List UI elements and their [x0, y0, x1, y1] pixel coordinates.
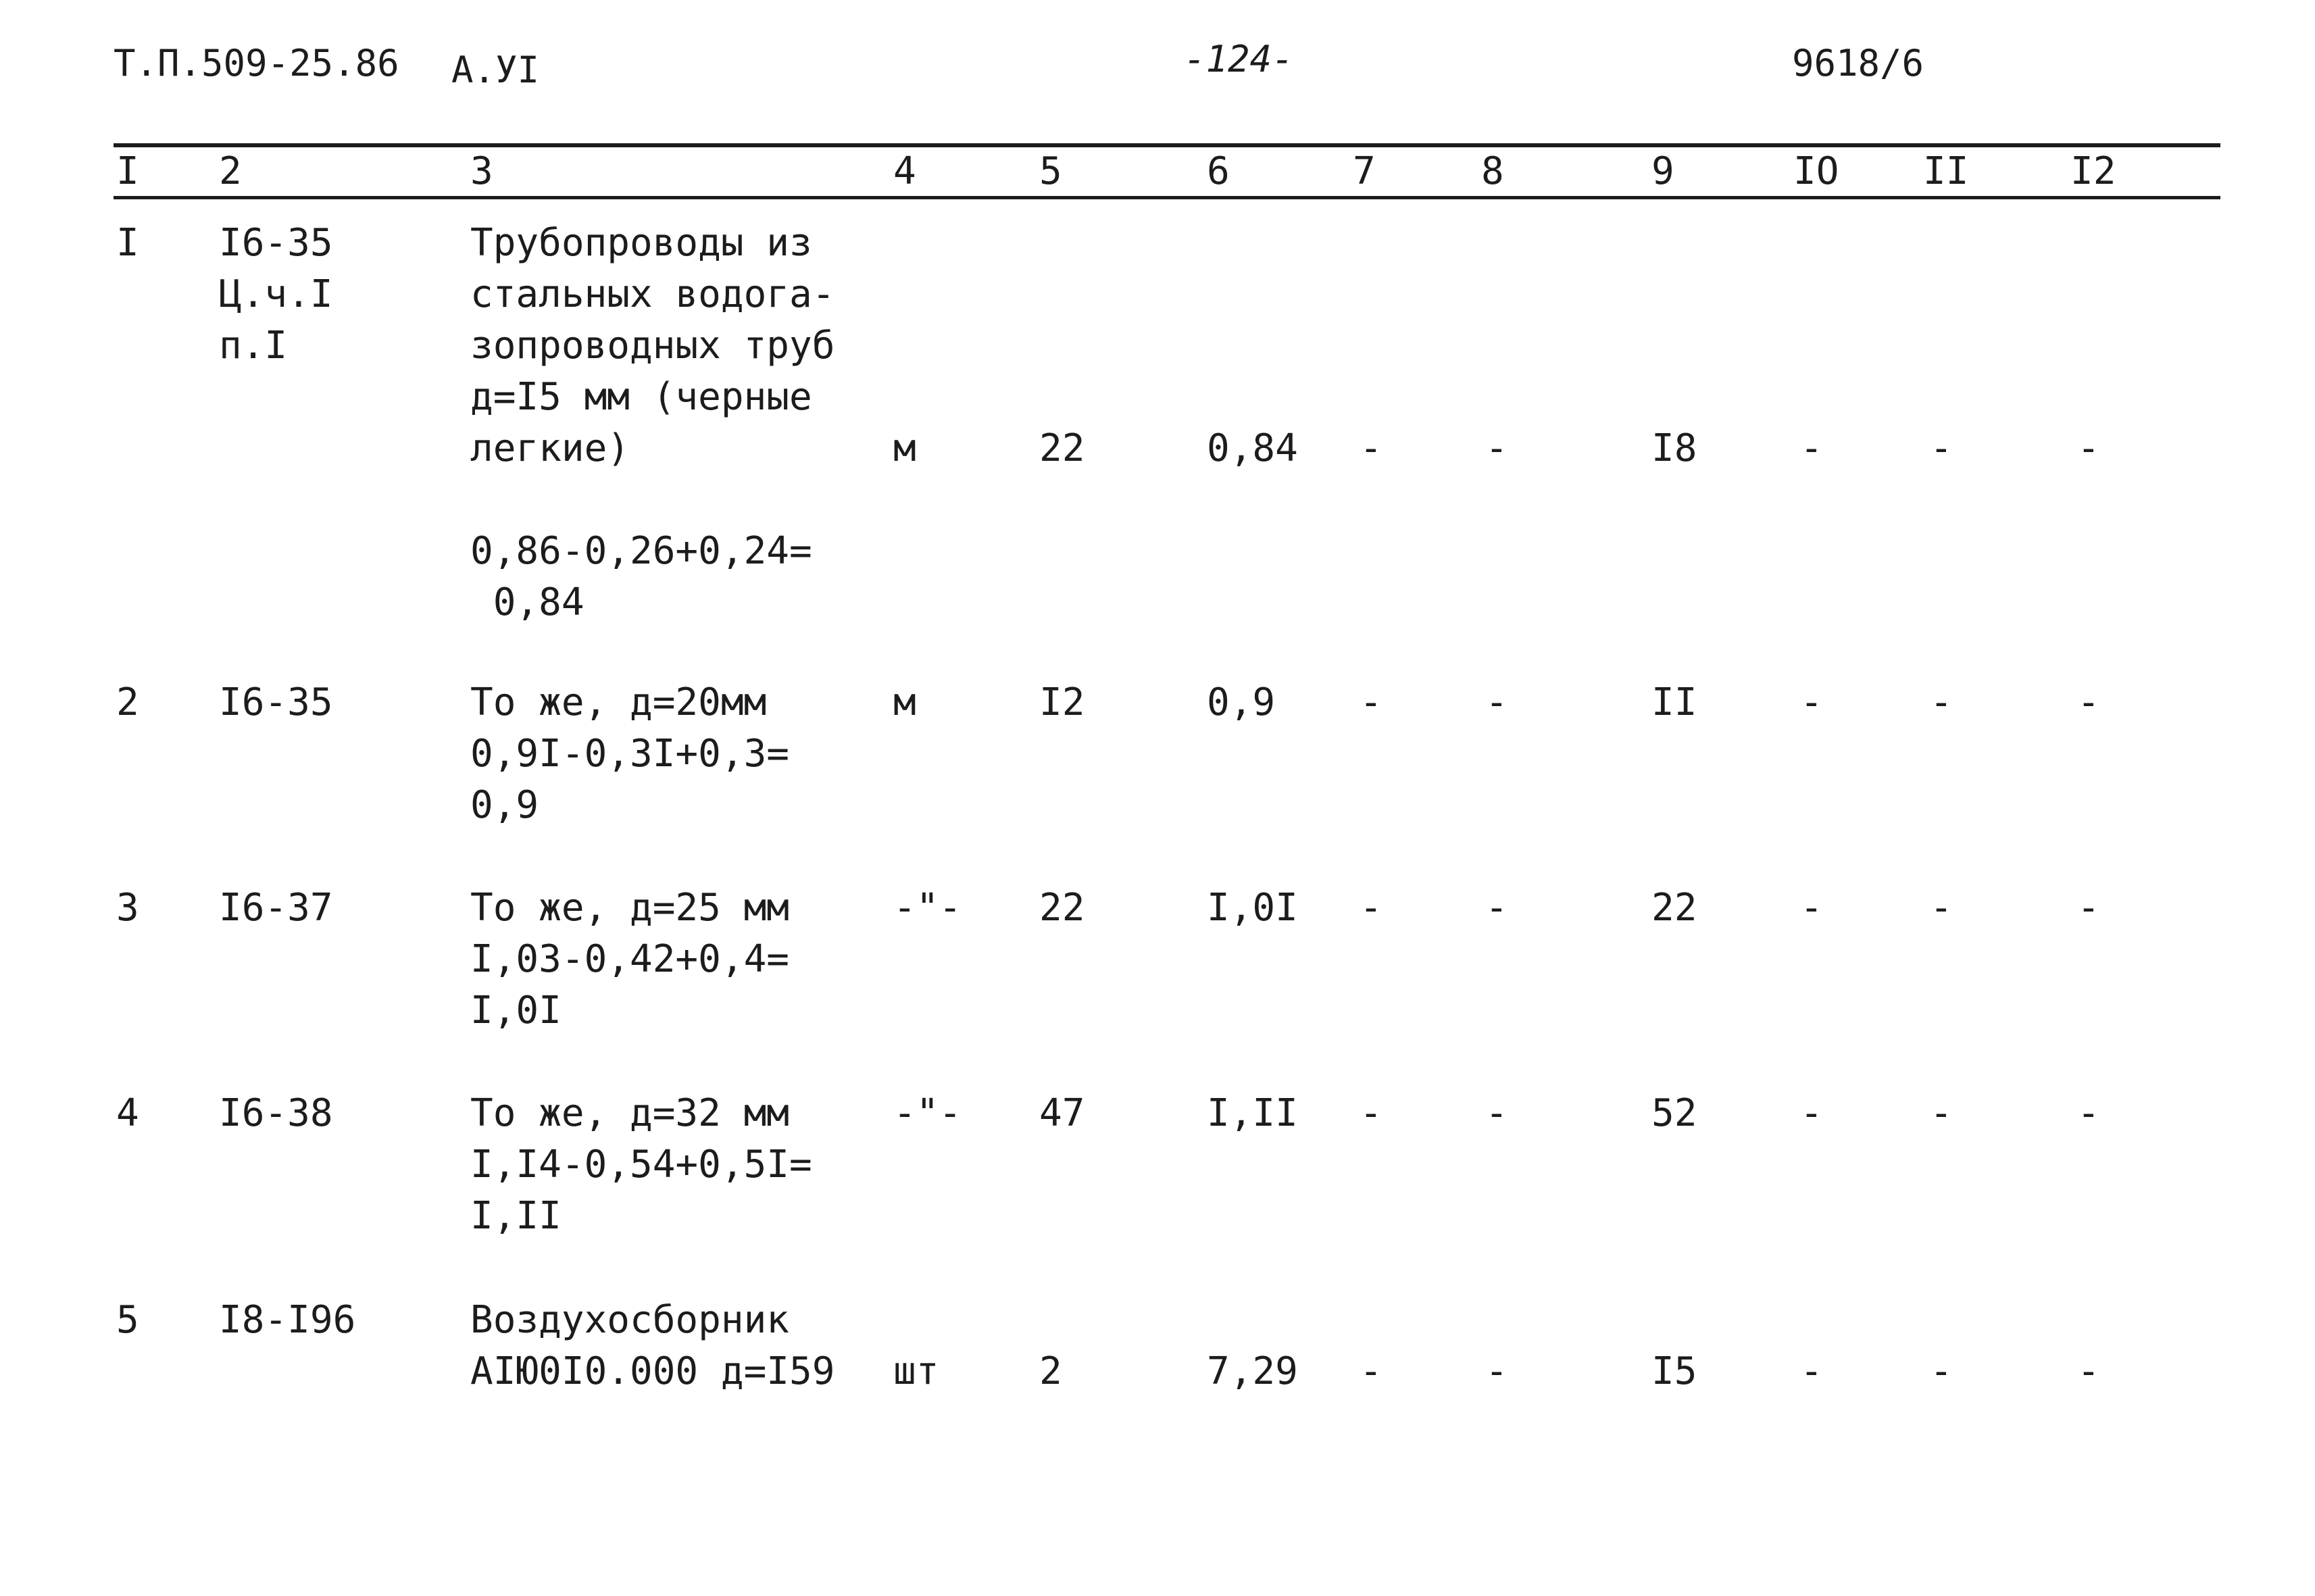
- column-11-value: -: [1930, 1349, 1953, 1393]
- norm-code-line: Ц.ч.I: [219, 272, 333, 316]
- norm-code: [219, 218, 333, 372]
- work-description: [470, 1295, 835, 1397]
- row-number: 3: [116, 886, 139, 930]
- unit-value: 0,9: [1207, 680, 1276, 724]
- calculation-line: 0,86-0,26+0,24=: [470, 529, 812, 573]
- page-number: -124-: [1184, 38, 1294, 80]
- column-8-value: -: [1485, 680, 1508, 724]
- unit-of-measure: м: [893, 680, 916, 724]
- description-line: АIЮ0I0.000 д=I59: [470, 1349, 835, 1393]
- column-7-value: -: [1360, 886, 1383, 930]
- unit-value: I,II: [1207, 1091, 1298, 1135]
- calculation-line: 0,9I-0,3I+0,3=: [470, 732, 790, 776]
- column-12-value: -: [2077, 680, 2100, 724]
- column-9-value: 22: [1651, 886, 1697, 930]
- work-description: [470, 1088, 812, 1242]
- norm-code: [219, 677, 333, 728]
- column-12-value: -: [2077, 886, 2100, 930]
- unit-of-measure: м: [893, 426, 916, 470]
- column-9-value: 52: [1651, 1091, 1697, 1135]
- description-line: То же, д=20мм: [470, 680, 767, 724]
- quantity: 22: [1039, 886, 1085, 930]
- norm-code-line: I8-I96: [219, 1298, 356, 1342]
- column-header-12: I2: [2070, 149, 2116, 193]
- work-description: [470, 882, 789, 1037]
- quantity: 47: [1039, 1091, 1085, 1135]
- work-description: [470, 677, 789, 831]
- column-header-8: 8: [1481, 149, 1504, 193]
- column-7-value: -: [1360, 1349, 1383, 1393]
- unit-of-measure: -"-: [893, 886, 962, 930]
- column-header-6: 6: [1207, 149, 1230, 193]
- column-10-value: -: [1800, 1091, 1823, 1135]
- column-7-value: -: [1360, 426, 1383, 470]
- norm-code: [219, 1295, 355, 1346]
- sheet-code: 9618/6: [1792, 42, 1924, 84]
- calculation-line: I,II: [470, 1194, 562, 1238]
- calculation-line: 0,84: [470, 580, 584, 624]
- norm-code: [219, 1088, 333, 1139]
- column-8-value: -: [1485, 426, 1508, 470]
- description-line: То же, д=32 мм: [470, 1091, 790, 1135]
- column-9-value: I8: [1651, 426, 1697, 470]
- description-line: легкие): [470, 426, 630, 470]
- column-10-value: -: [1800, 1349, 1823, 1393]
- norm-code-line: I6-37: [219, 886, 333, 930]
- column-8-value: -: [1485, 886, 1508, 930]
- column-11-value: -: [1930, 1091, 1953, 1135]
- column-10-value: -: [1800, 680, 1823, 724]
- album-number: А.УI: [451, 49, 540, 91]
- column-9-value: II: [1651, 680, 1697, 724]
- column-11-value: -: [1930, 886, 1953, 930]
- column-8-value: -: [1485, 1091, 1508, 1135]
- row-number: I: [116, 221, 139, 265]
- column-11-value: -: [1930, 426, 1953, 470]
- document-code: Т.П.509-25.86: [114, 42, 399, 84]
- column-10-value: -: [1800, 886, 1823, 930]
- column-12-value: -: [2077, 1349, 2100, 1393]
- norm-code: [219, 882, 333, 934]
- table-top-rule: [114, 143, 2220, 147]
- column-header-2: 2: [219, 149, 242, 193]
- calculation-line: I,I4-0,54+0,5I=: [470, 1143, 812, 1187]
- column-8-value: -: [1485, 1349, 1508, 1393]
- column-7-value: -: [1360, 680, 1383, 724]
- calculation-line: I,0I: [470, 989, 562, 1032]
- work-description: [470, 218, 835, 628]
- column-7-value: -: [1360, 1091, 1383, 1135]
- norm-code-line: I6-35: [219, 680, 333, 724]
- column-9-value: I5: [1651, 1349, 1697, 1393]
- unit-of-measure: шт: [893, 1349, 939, 1393]
- column-header-4: 4: [893, 149, 916, 193]
- column-header-7: 7: [1353, 149, 1376, 193]
- description-line: Трубопроводы из: [470, 221, 812, 265]
- norm-code-line: I6-38: [219, 1091, 333, 1135]
- column-header-5: 5: [1039, 149, 1062, 193]
- column-12-value: -: [2077, 426, 2100, 470]
- quantity: I2: [1039, 680, 1085, 724]
- unit-of-measure: -"-: [893, 1091, 962, 1135]
- column-10-value: -: [1800, 426, 1823, 470]
- description-line: стальных водога-: [470, 272, 835, 316]
- row-number: 5: [116, 1298, 139, 1342]
- description-line: Воздухосборник: [470, 1298, 790, 1342]
- description-line: То же, д=25 мм: [470, 886, 790, 930]
- column-header-9: 9: [1651, 149, 1674, 193]
- description-line: зопроводных труб: [470, 324, 835, 368]
- norm-code-line: п.I: [219, 324, 288, 368]
- column-header-11: II: [1923, 149, 1969, 193]
- quantity: 22: [1039, 426, 1085, 470]
- row-number: 2: [116, 680, 139, 724]
- column-header-3: 3: [470, 149, 493, 193]
- column-12-value: -: [2077, 1091, 2100, 1135]
- quantity: 2: [1039, 1349, 1062, 1393]
- description-line: д=I5 мм (черные: [470, 375, 812, 419]
- row-number: 4: [116, 1091, 139, 1135]
- column-header-10: IO: [1793, 149, 1839, 193]
- norm-code-line: I6-35: [219, 221, 333, 265]
- calculation-line: I,03-0,42+0,4=: [470, 937, 790, 981]
- table-header-rule: [114, 196, 2220, 199]
- unit-value: 7,29: [1207, 1349, 1298, 1393]
- unit-value: 0,84: [1207, 426, 1298, 470]
- column-header-1: I: [116, 149, 139, 193]
- column-11-value: -: [1930, 680, 1953, 724]
- unit-value: I,0I: [1207, 886, 1298, 930]
- calculation-line: 0,9: [470, 783, 539, 827]
